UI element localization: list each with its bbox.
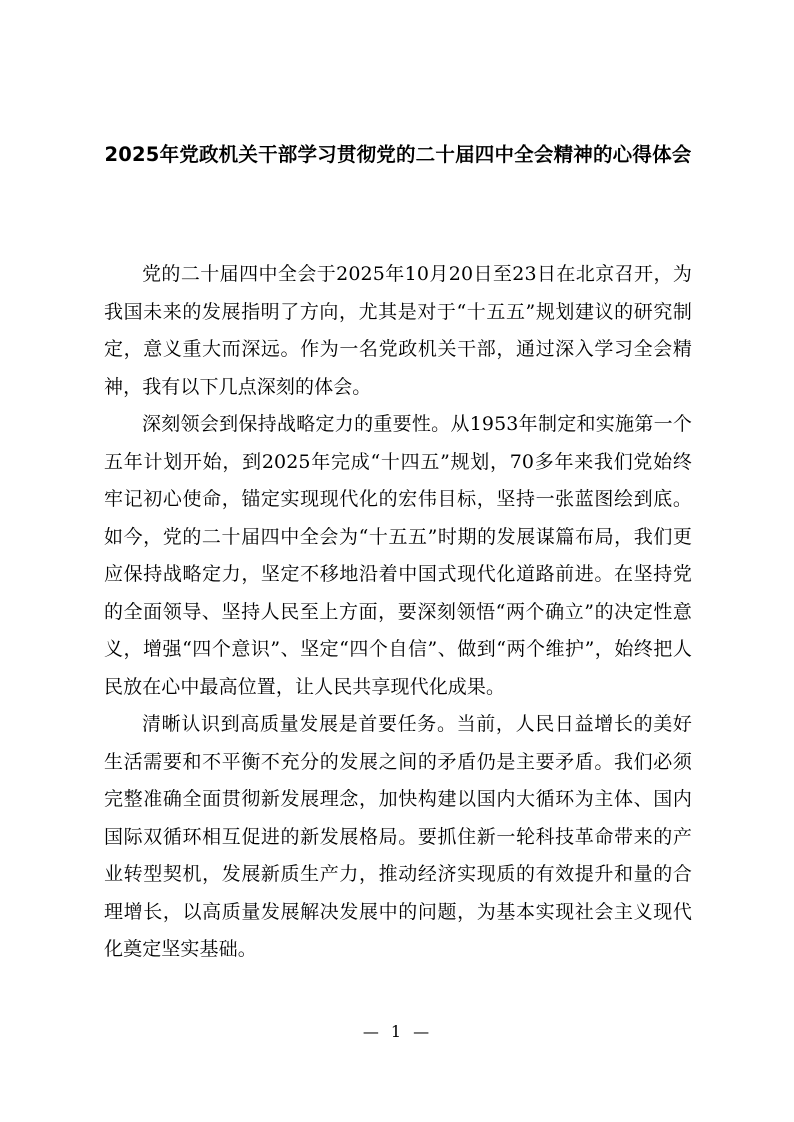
footer-dash-right: — — [413, 1022, 432, 1041]
footer-page-number: 1 — [390, 1022, 404, 1041]
paragraph-3: 清晰认识到高质量发展是首要任务。当前，人民日益增长的美好生活需要和不平衡不充分的发展之间的矛盾仍是主要矛盾。我们必须完整准确全面贯彻新发展理念，加快构建以国内大循环为主体、国内国际双循环相互促进的新发展格局。要抓住新一轮科技革命带来的产业转型契机，发展新质生产力，推动经济实现质的有效提升和量的合理增长，以高质量发展解决发展中的问题，为基本实现社会主义现代化奠定坚实基础。 — [104, 713, 692, 960]
paragraph-2: 深刻领会到保持战略定力的重要性。从1953年制定和实施第一个五年计划开始，到2025年完成“十四五”规划，70多年来我们党始终牢记初心使命，锚定实现现代化的宏伟目标，坚持一张蓝图绘到底。如今，党的二十届四中全会为“十五五”时期的发展谋篇布局，我们更应保持战略定力，坚定不移地沿着中国式现代化道路前进。在坚持党的全面领导、坚持人民至上方面，要深刻领悟“两个确立”的决定性意义，增强“四个意识”、坚定“四个自信”、做到“两个维护”，始终把人民放在心中最高位置，让人民共享现代化成果。 — [104, 413, 692, 698]
page-title: 2025年党政机关干部学习贯彻党的二十届四中全会精神的心得体会 — [104, 143, 692, 166]
document-body — [104, 256, 692, 969]
paragraph-1: 党的二十届四中全会于2025年10月20日至23日在北京召开，为我国未来的发展指明了方向，尤其是对于“十五五”规划建议的研究制定，意义重大而深远。作为一名党政机关干部，通过深入学习全会精神，我有以下几点深刻的体会。 — [104, 263, 692, 398]
document-content — [104, 140, 692, 969]
page-footer — [0, 1022, 794, 1041]
footer-dash-left: — — [362, 1022, 381, 1041]
